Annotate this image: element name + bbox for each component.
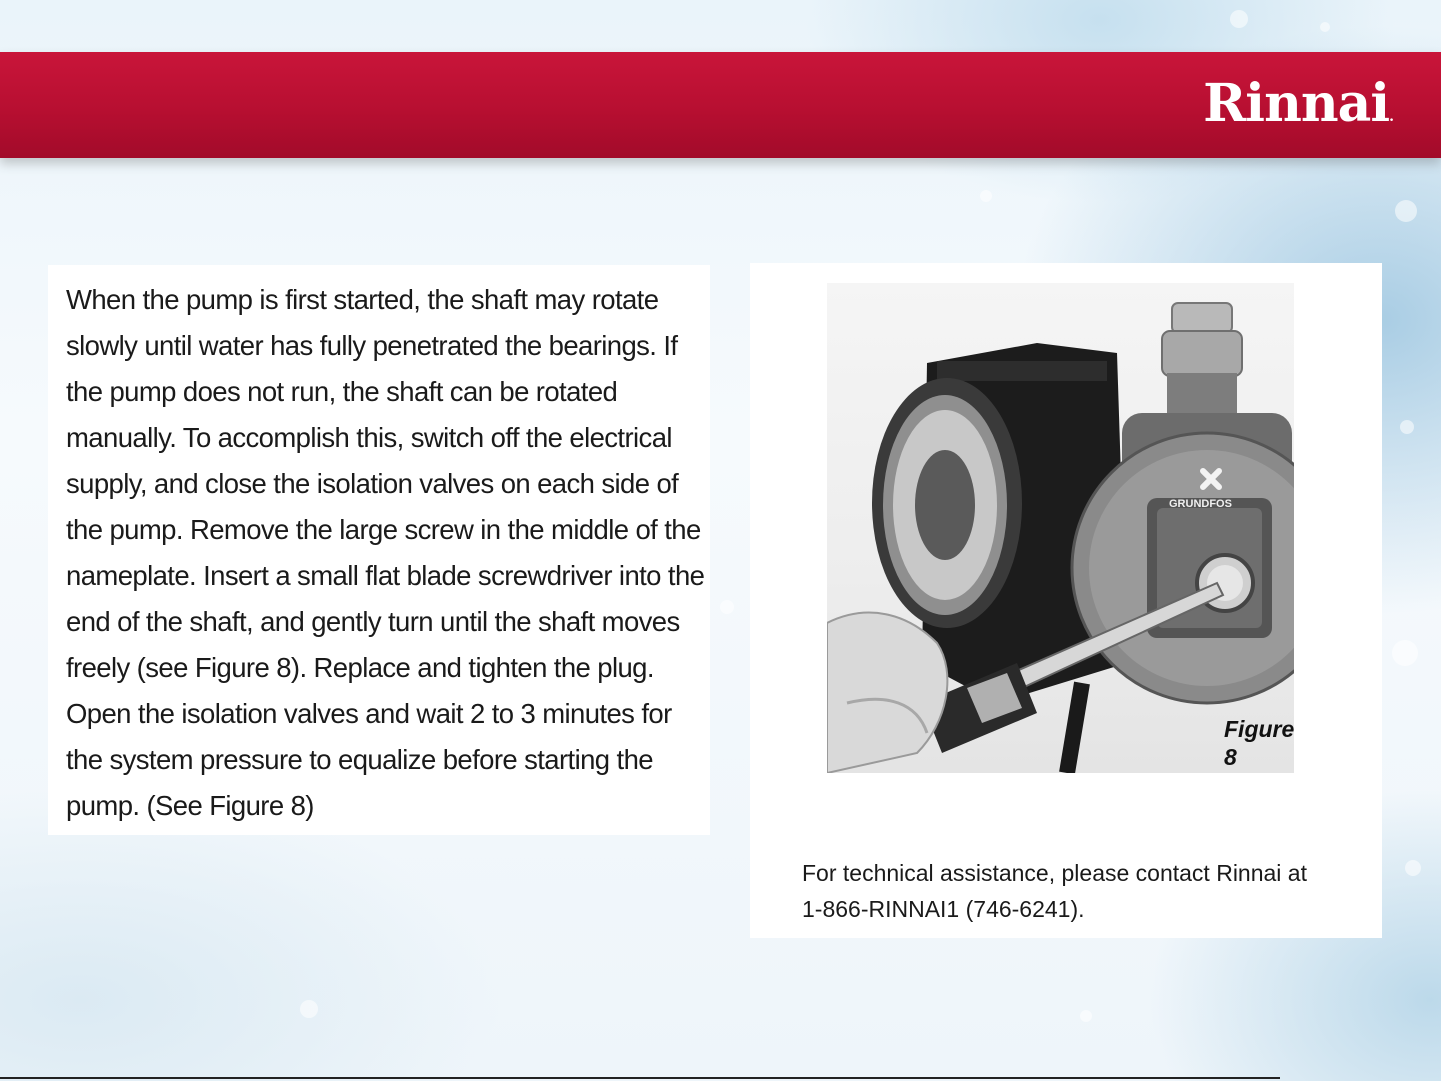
contact-line-1: For technical assistance, please contact Rinnai at bbox=[802, 860, 1307, 886]
background-bubble bbox=[720, 600, 734, 614]
background-bubble bbox=[1395, 200, 1417, 222]
background-bubble bbox=[1080, 1010, 1092, 1022]
figure-caption: Figure 8 bbox=[1224, 716, 1294, 770]
background-bubble bbox=[1230, 10, 1248, 28]
contact-line-2: 1-866-RINNAI1 (746-6241). bbox=[802, 896, 1085, 922]
background-bubble bbox=[1320, 22, 1330, 32]
header-bar bbox=[0, 52, 1441, 158]
background-bubble bbox=[1392, 640, 1418, 666]
nameplate-brand: GRUNDFOS bbox=[1169, 498, 1232, 510]
instruction-text-panel bbox=[48, 265, 710, 835]
background-bubble bbox=[1400, 420, 1414, 434]
pump-with-screwdriver-photo bbox=[827, 283, 1294, 773]
figure-panel bbox=[750, 263, 1382, 938]
background-bubble bbox=[300, 1000, 318, 1018]
footer-divider bbox=[0, 1077, 1280, 1079]
instruction-paragraph: When the pump is first started, the shaft may rotate slowly until water has fully penetrated the bearings. If the pump does not run, the shaft can be rotated manually. To accomplish this, switch off the electrical supply, and close the isolation valves on each side of the pump. Remove the large screw in the middle of the nameplate. Insert a small flat blade screwdriver into the end of the shaft, and gently turn until the shaft moves freely (see Figure 8). Replace and tighten the plug. Open the isolation valves and wait 2 to 3 minutes for the system pressure to equalize before starting the pump. (See Figure 8) bbox=[66, 284, 705, 821]
pump-illustration bbox=[827, 283, 1294, 773]
background-bubble bbox=[1405, 860, 1421, 876]
contact-info bbox=[802, 855, 1362, 927]
background-bubble bbox=[980, 190, 992, 202]
rinnai-logo: Rinnai. bbox=[1203, 73, 1393, 134]
